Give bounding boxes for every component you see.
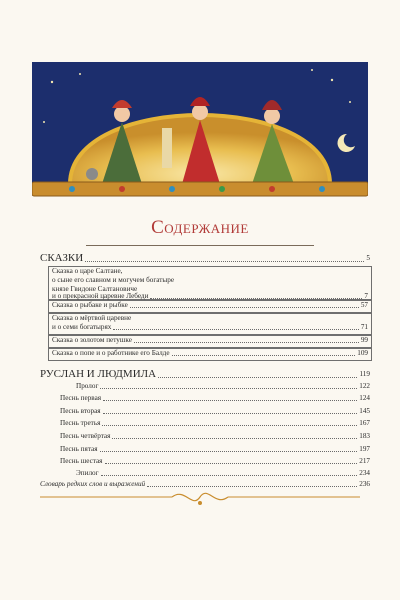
section-row-skazki[interactable]	[40, 252, 370, 264]
entry-line: Сказка о мёртвой царевне	[52, 314, 132, 322]
toc-entry[interactable]	[52, 323, 368, 332]
entry-line: и о семи богатырях	[52, 323, 112, 331]
page-number: 197	[359, 445, 370, 453]
entry-line: и о прекрасной царевне Лебеди	[52, 292, 149, 300]
entry-line: Сказка о рыбаке и рыбке	[52, 301, 128, 309]
page-title: Содержание	[151, 217, 249, 238]
entry-line: Песнь шестая	[60, 457, 103, 465]
decorative-flourish	[40, 487, 360, 516]
leader-dots	[158, 377, 357, 378]
leader-dots	[105, 463, 358, 464]
page-number: 145	[359, 407, 370, 415]
toc-entry[interactable]	[60, 457, 370, 466]
toc-entry[interactable]	[52, 336, 368, 345]
page-number: 7	[364, 292, 368, 300]
toc-entry[interactable]	[60, 407, 370, 416]
toc-entry[interactable]	[60, 394, 370, 403]
leader-dots	[103, 400, 357, 401]
leader-dots	[130, 307, 359, 308]
section-title: РУСЛАН И ЛЮДМИЛА	[40, 368, 157, 380]
entry-line: Сказка о золотом петушке	[52, 336, 132, 344]
toc-entry[interactable]	[52, 301, 368, 310]
page-number: 71	[360, 323, 368, 331]
leader-dots	[112, 438, 357, 439]
toc-entry[interactable]	[52, 349, 368, 358]
entry-line: Сказка о царе Салтане,	[52, 267, 123, 275]
toc-entry[interactable]	[60, 445, 370, 454]
leader-dots	[134, 342, 359, 343]
leader-dots	[150, 298, 362, 299]
toc-entry[interactable]	[76, 382, 370, 391]
entry-line: о сыне его славном и могучем богатыре	[52, 276, 175, 284]
leader-dots	[172, 355, 356, 356]
leader-dots	[101, 475, 358, 476]
leader-dots	[102, 425, 357, 426]
entry-line: Песнь четвёртая	[60, 432, 111, 440]
page-number: 167	[359, 419, 370, 427]
toc-entry[interactable]	[60, 419, 370, 428]
page-number: 5	[366, 254, 370, 262]
section-title: СКАЗКИ	[40, 252, 84, 264]
toc-entry[interactable]	[76, 469, 370, 478]
section-row-ruslan[interactable]	[40, 368, 370, 380]
leader-dots	[103, 413, 358, 414]
page-number: 234	[359, 469, 370, 477]
page-number: 236	[359, 480, 370, 488]
leader-dots	[100, 388, 357, 389]
title-divider	[86, 245, 314, 246]
page-number: 124	[359, 394, 370, 402]
leader-dots	[113, 329, 358, 330]
entry-line: Песнь первая	[60, 394, 102, 402]
entry-line: Песнь вторая	[60, 407, 101, 415]
entry-line: Песнь пятая	[60, 445, 98, 453]
entry-line: Песнь третья	[60, 419, 101, 427]
page-number: 57	[360, 301, 368, 309]
page-number: 119	[359, 370, 370, 378]
glossary-label: Словарь редких слов и выражений	[40, 480, 146, 488]
entry-line: Эпилог	[76, 469, 99, 477]
entry-line: Пролог	[76, 382, 99, 390]
leader-dots	[85, 261, 364, 262]
page-number: 217	[359, 457, 370, 465]
toc-entry[interactable]	[60, 432, 370, 441]
leader-dots	[100, 451, 358, 452]
page-number: 109	[357, 349, 368, 357]
entry-line: князе Гвидоне Салтановиче	[52, 285, 138, 293]
page-number: 183	[359, 432, 370, 440]
page-number: 99	[360, 336, 368, 344]
entry-line: Сказка о попе и о работнике его Балде	[52, 349, 170, 357]
header-illustration	[32, 62, 368, 198]
page-number: 122	[359, 382, 370, 390]
